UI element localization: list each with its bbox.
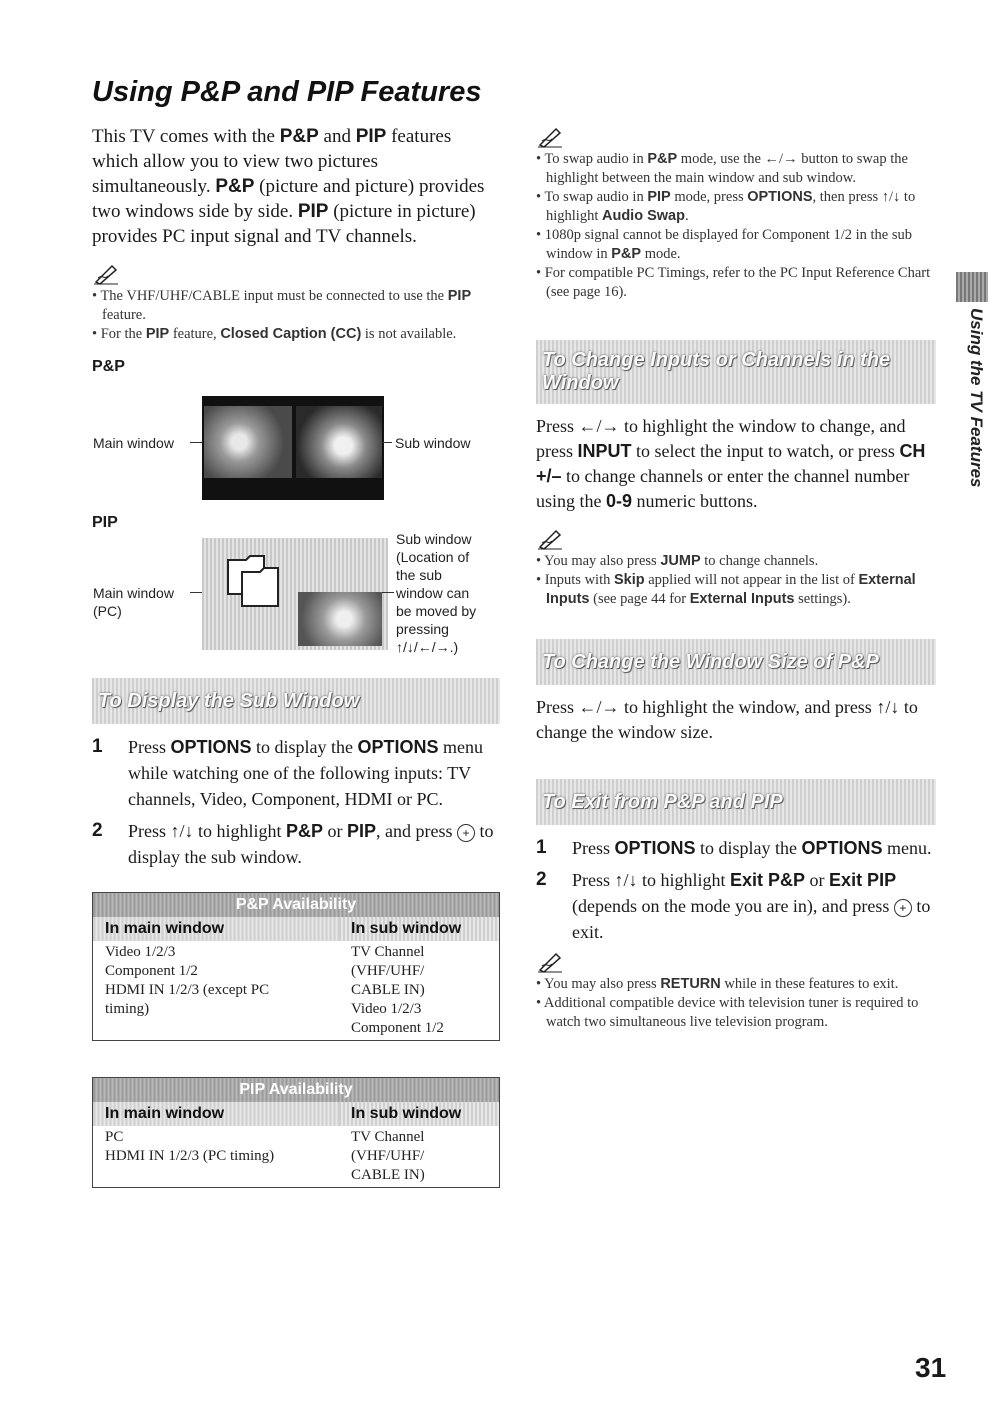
side-tab-marker bbox=[956, 272, 988, 302]
change-inputs-paragraph: Press ←/→ to highlight the window to change, and press INPUT to select the input to watch, or press CH +/– to change channels or enter the channel number using the 0-9 numeric buttons. bbox=[536, 416, 926, 511]
pp-diagram bbox=[92, 376, 500, 504]
pip-sub-leader bbox=[382, 592, 394, 593]
table-cell: Video 1/2/3 Component 1/2 HDMI IN 1/2/3 (except PC timing) bbox=[105, 944, 270, 1017]
note-pencil-icon bbox=[536, 528, 936, 550]
table-column-header: In sub window bbox=[339, 917, 500, 941]
list-item: • To swap audio in PIP mode, press OPTIONS, then press ↑/↓ to highlight Audio Swap. bbox=[536, 188, 936, 226]
right-notes-list bbox=[536, 150, 936, 302]
table-cell: TV Channel (VHF/UHF/ CABLE IN) bbox=[351, 1129, 425, 1183]
note-pencil-icon bbox=[536, 126, 936, 148]
intro-paragraph: This TV comes with the P&P and PIP features which allow you to view two pictures simultaneously. P&P (picture and picture) provides two windows side by side. PIP (picture in picture) provides PC input signal and TV channels. bbox=[92, 126, 485, 247]
change-inputs-notes bbox=[536, 552, 936, 609]
list-item: • Inputs with Skip applied will not appear in the list of External Inputs (see page 44 for External Inputs settings). bbox=[536, 571, 936, 609]
exit-notes bbox=[536, 975, 936, 1032]
section-heading-window-size: To Change the Window Size of P&P bbox=[536, 639, 936, 685]
list-item: • Additional compatible device with television tuner is required to watch two simultaneous live television program. bbox=[536, 994, 936, 1032]
pp-screen-image bbox=[202, 396, 384, 500]
pip-availability-table bbox=[92, 1077, 500, 1188]
pip-sub-window-image bbox=[298, 592, 382, 646]
list-item: • To swap audio in P&P mode, use the ←/→ button to swap the highlight between the main window and sub window. bbox=[536, 150, 936, 188]
step-item: 2 Press ↑/↓ to highlight Exit P&P or Exit PIP (depends on the mode you are in), and press + to exit. bbox=[536, 869, 931, 942]
list-item: • The VHF/UHF/CABLE input must be connected to use the PIP feature. bbox=[92, 287, 500, 325]
step-item: 1 Press OPTIONS to display the OPTIONS menu. bbox=[536, 837, 932, 858]
list-item: • For the PIP feature, Closed Caption (CC) is not available. bbox=[92, 325, 500, 344]
note-pencil-icon bbox=[536, 951, 936, 973]
note-pencil-icon bbox=[92, 263, 500, 285]
section-heading-change-inputs: To Change Inputs or Channels in the Window bbox=[536, 340, 936, 404]
pp-availability-table bbox=[92, 892, 500, 1041]
list-item: • 1080p signal cannot be displayed for Component 1/2 in the sub window in P&P mode. bbox=[536, 226, 936, 264]
enter-button-icon: + bbox=[457, 824, 475, 842]
table-row bbox=[93, 1126, 500, 1188]
page-number: 31 bbox=[915, 1352, 947, 1383]
pip-main-leader bbox=[190, 592, 202, 593]
left-notes-list bbox=[92, 287, 500, 344]
table-column-header: In main window bbox=[93, 917, 340, 941]
window-size-paragraph: Press ←/→ to highlight the window, and press ↑/↓ to change the window size. bbox=[536, 697, 918, 742]
pip-sub-window-label: Sub window (Location of the sub window can be moved by pressing ↑/↓/←/→.) bbox=[396, 531, 477, 655]
exit-steps bbox=[536, 835, 936, 945]
pp-main-window-image bbox=[204, 406, 292, 478]
pp-sub-leader bbox=[382, 442, 392, 443]
pip-diagram bbox=[92, 532, 500, 656]
section-heading-exit: To Exit from P&P and PIP bbox=[536, 779, 936, 825]
display-steps bbox=[92, 734, 500, 870]
step-item: 2 Press ↑/↓ to highlight P&P or PIP, and press + to display the sub window. bbox=[92, 820, 494, 867]
pp-sub-window-label: Sub window bbox=[395, 435, 471, 451]
pip-label: PIP bbox=[92, 514, 118, 531]
section-heading-display-sub-window: To Display the Sub Window bbox=[92, 678, 500, 724]
pip-screen-image bbox=[202, 538, 388, 650]
page-title: Using P&P and PIP Features bbox=[92, 76, 482, 108]
table-column-header: In main window bbox=[93, 1102, 340, 1126]
side-section-label: Using the TV Features bbox=[967, 308, 986, 488]
left-column bbox=[92, 124, 500, 1188]
table-row bbox=[93, 941, 500, 1041]
list-item: • For compatible PC Timings, refer to the PC Input Reference Chart (see page 16). bbox=[536, 264, 936, 302]
enter-button-icon: + bbox=[894, 899, 912, 917]
pip-main-window-label: Main window (PC) bbox=[93, 585, 174, 619]
table-caption: P&P Availability bbox=[93, 893, 500, 918]
list-item: • You may also press RETURN while in these features to exit. bbox=[536, 975, 936, 994]
step-item: 1 Press OPTIONS to display the OPTIONS menu while watching one of the following inputs: TV channels, Video, Component, HDMI or PC. bbox=[92, 736, 484, 809]
table-caption: PIP Availability bbox=[93, 1078, 500, 1103]
table-cell: TV Channel (VHF/UHF/ CABLE IN) Video 1/2/3 Component 1/2 bbox=[351, 944, 444, 1036]
pp-sub-window-image bbox=[296, 406, 382, 478]
pp-main-window-label: Main window bbox=[93, 435, 174, 451]
table-column-header: In sub window bbox=[339, 1102, 500, 1126]
list-item: • You may also press JUMP to change channels. bbox=[536, 552, 936, 571]
pp-label: P&P bbox=[92, 358, 125, 375]
right-column bbox=[536, 124, 936, 1032]
table-cell: PC HDMI IN 1/2/3 (PC timing) bbox=[105, 1129, 275, 1164]
